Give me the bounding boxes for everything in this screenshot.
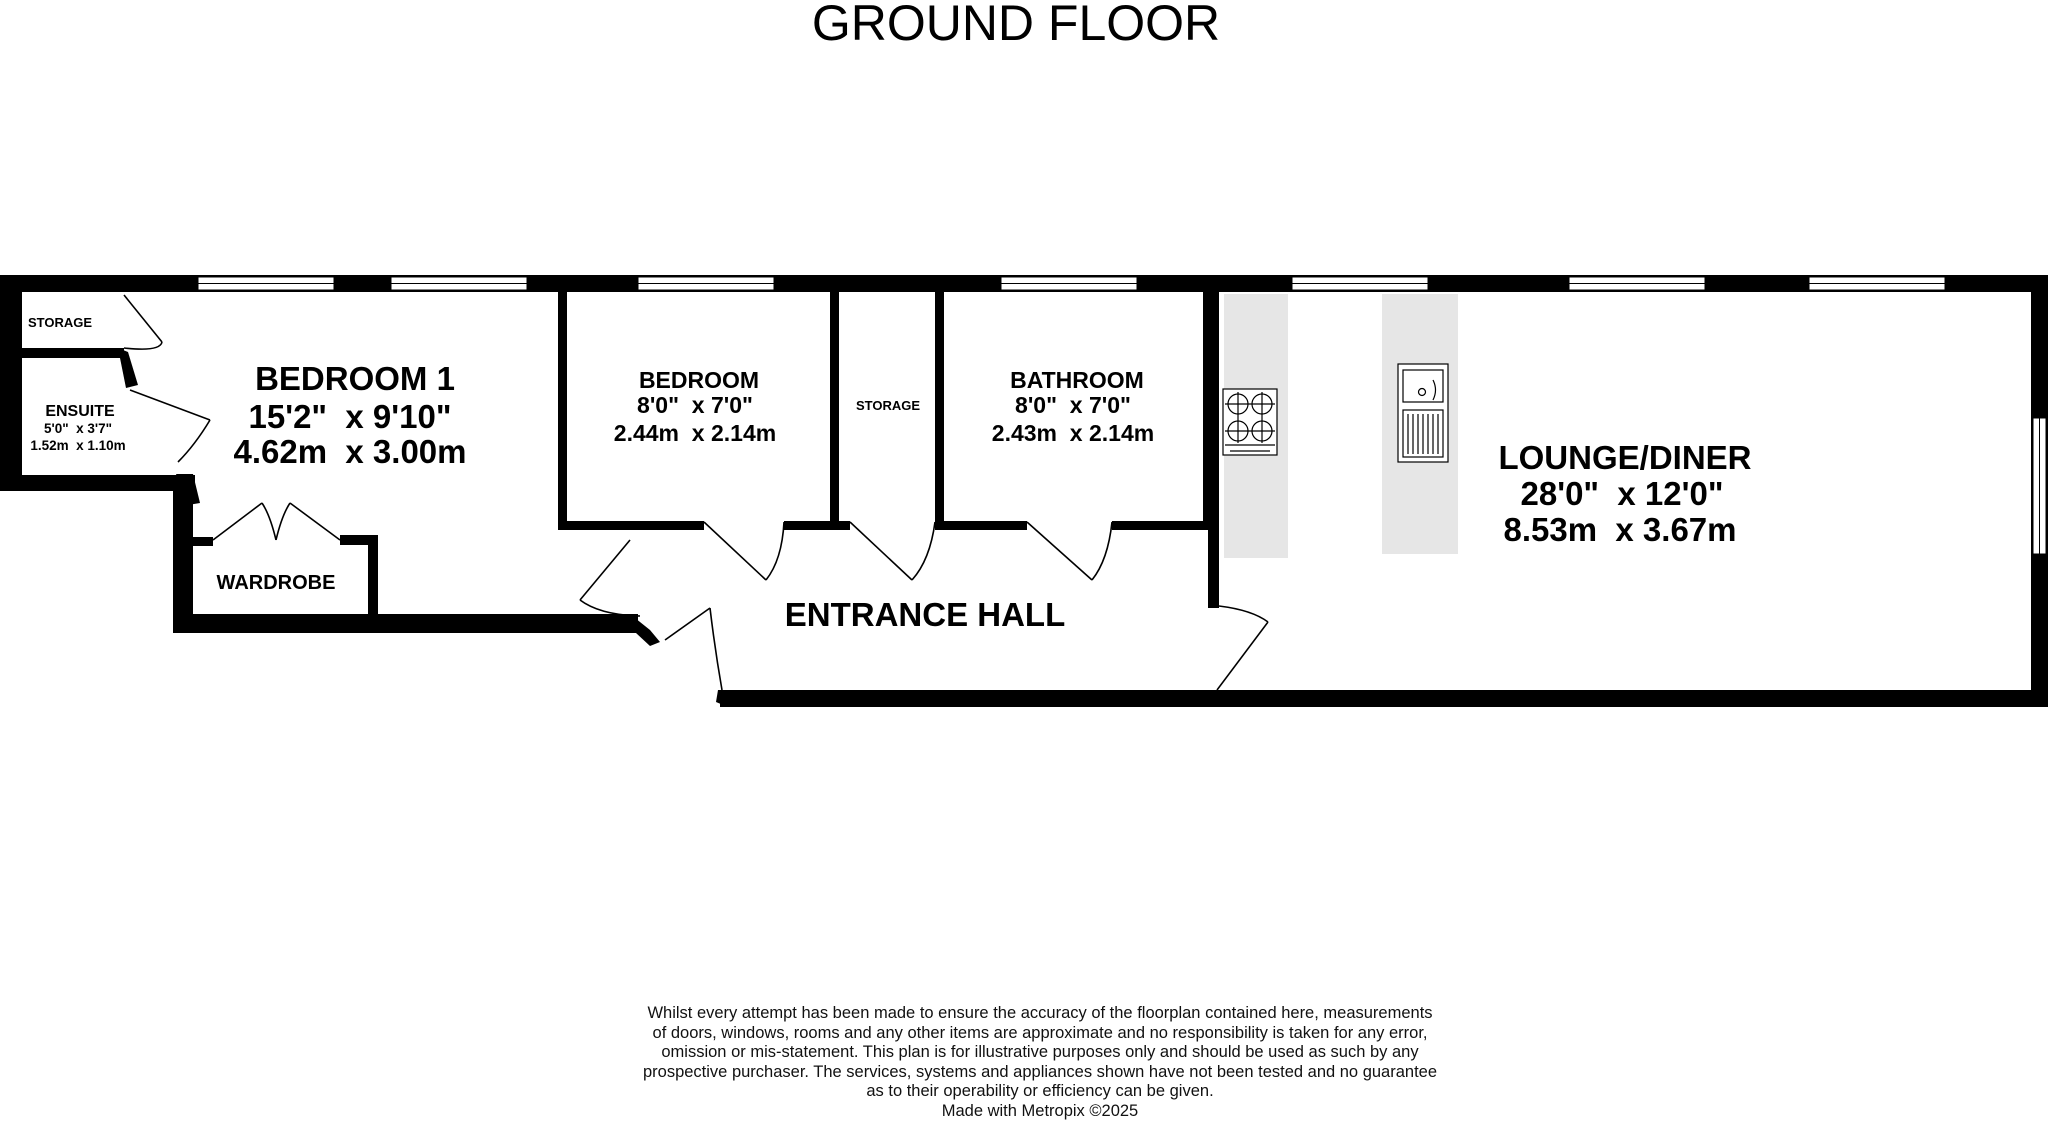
room-bedroom1	[234, 360, 467, 470]
disclaimer-line: prospective purchaser. The services, systems and appliances shown have not been tested and no guarantee	[560, 1063, 1520, 1083]
credit: Made with Metropix ©2025	[560, 1102, 1520, 1121]
room-bedroom1-metric: 4.62m x 3.00m	[234, 433, 467, 470]
disclaimer-line: of doors, windows, rooms and any other items are approximate and no responsibility is taken for any error,	[560, 1024, 1520, 1044]
room-bedroom2-imperial: 8'0" x 7'0"	[637, 392, 753, 418]
room-bathroom-metric: 2.43m x 2.14m	[992, 420, 1154, 446]
room-ensuite	[30, 403, 125, 453]
room-ensuite-imperial: 5'0" x 3'7"	[44, 421, 112, 436]
room-ensuite-metric: 1.52m x 1.10m	[30, 438, 125, 453]
walls	[0, 275, 2048, 707]
disclaimer-line: omission or mis-statement. This plan is for illustrative purposes only and should be used as such by any	[560, 1043, 1520, 1063]
room-bedroom2	[614, 367, 776, 446]
room-bedroom2-name: BEDROOM	[639, 367, 759, 393]
room-storage-mid-name: STORAGE	[856, 398, 920, 413]
room-lounge-metric: 8.53m x 3.67m	[1504, 511, 1737, 548]
hob-icon	[1223, 389, 1277, 455]
room-lounge-name: LOUNGE/DINER	[1498, 439, 1751, 476]
room-lounge	[1498, 439, 1751, 548]
room-bathroom	[992, 367, 1154, 446]
disclaimer-line: as to their operability or efficiency can be given.	[560, 1082, 1520, 1102]
floor-title: GROUND FLOOR	[812, 0, 1220, 51]
room-wardrobe-name: WARDROBE	[217, 572, 336, 594]
room-lounge-imperial: 28'0" x 12'0"	[1521, 475, 1724, 512]
room-storage-small-name: STORAGE	[28, 315, 92, 330]
room-bathroom-name: BATHROOM	[1010, 367, 1144, 393]
room-bedroom1-imperial: 15'2" x 9'10"	[249, 398, 452, 435]
disclaimer-line: Whilst every attempt has been made to ensure the accuracy of the floorplan contained here, measurements	[560, 1004, 1520, 1024]
room-entrance-hall-name: ENTRANCE HALL	[785, 596, 1065, 633]
room-bedroom2-metric: 2.44m x 2.14m	[614, 420, 776, 446]
room-bathroom-imperial: 8'0" x 7'0"	[1015, 392, 1131, 418]
room-ensuite-name: ENSUITE	[45, 403, 115, 420]
disclaimer	[560, 1004, 1520, 1121]
room-bedroom1-name: BEDROOM 1	[255, 360, 455, 397]
sink-icon	[1398, 364, 1448, 462]
